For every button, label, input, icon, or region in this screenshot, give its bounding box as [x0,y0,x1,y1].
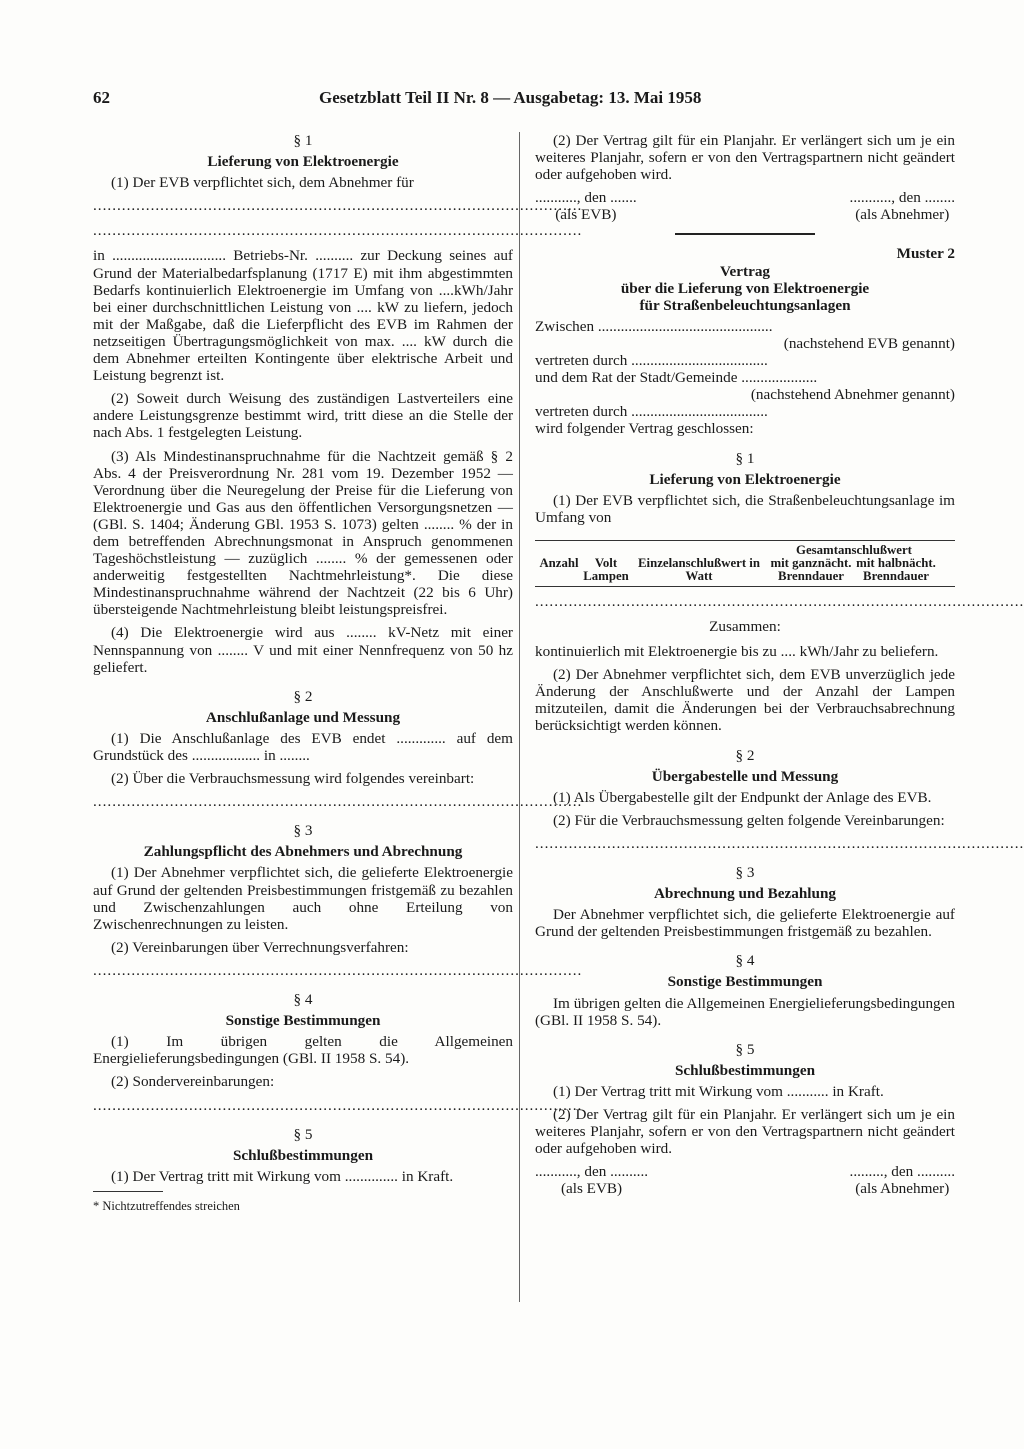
signature-evb [535,1163,648,1197]
paragraph: (1) Der Vertrag tritt mit Wirkung vom .............. in Kraft. [111,1167,454,1185]
section-title: Schlußbestimmungen [674,1061,816,1079]
table-group-header: Gesamtanschlußwert [796,542,912,557]
column-divider [519,132,520,1302]
signature-abnehmer [850,189,955,223]
section-number: § 1 [735,449,755,467]
page-number: 62 [93,88,110,107]
section-number: § 4 [735,952,755,970]
section-title: Sonstige Bestimmungen [225,1012,381,1030]
fill-in-line: ...................................................................................................... [93,222,583,240]
signature-abnehmer [850,1163,955,1197]
paragraph: (1) Im übrigen gelten die Allgemeinen Energielieferungsbedingungen (GBl. II 1958 S. 54). [93,1033,513,1068]
fill-in-line: ...................................................................................................... [535,834,1024,852]
contract-title: Vertrag [719,262,771,280]
signature-label: (als EVB) [555,206,617,224]
party-line: Zwischen .............................................. [535,317,773,335]
paragraph: (2) Soweit durch Weisung des zuständigen Lastverteilers eine andere Leistungsgrenze bestimmt wird, tritt diese an die Stelle der nach Abs. 1 festgelegten Leistung. [93,390,513,442]
party-note: (nachstehend EVB genannt) [783,334,955,352]
table-header-cell: Anzahl [539,555,579,570]
paragraph: kontinuierlich mit Elektroenergie bis zu .... kWh/Jahr zu beliefern. [535,643,939,661]
lamp-table-header [535,540,955,587]
party-line: vertreten durch .................................... [535,403,768,421]
section-title: Schlußbestimmungen [232,1146,374,1164]
separator-rule [675,233,815,235]
paragraph: Der Abnehmer verpflichtet sich, die gelieferte Elektroenergie auf Grund der geltenden Preisbestimmungen fristgemäß zu bezahlen. [535,906,955,941]
section-number: § 4 [293,991,313,1009]
paragraph: (2) Der Vertrag gilt für ein Planjahr. Er verlängert sich um je ein weiteres Planjahr, sofern er von den Vertragspartnern nicht geändert oder aufgehoben wird. [535,1106,955,1158]
section-title: Sonstige Bestimmungen [667,973,823,991]
party-line: und dem Rat der Stadt/Gemeinde .................... [535,369,818,387]
table-header-cell: Einzelanschlußwert in Watt [638,555,760,583]
signature-line: ........., den .......... [849,1163,955,1181]
paragraph: (1) Der Abnehmer verpflichtet sich, die gelieferte Elektroenergie auf Grund der geltenden Preisbestimmungen fristgemäß zu bezahlen und Zwischenzahlungen auch ohne Erteilung von Zwischenrechnungen zu leisten. [93,864,513,933]
section-number: § 5 [293,1125,313,1143]
section-number: § 3 [735,864,755,881]
section-number: § 2 [293,687,313,705]
fill-in-line: ...................................................................................................... [93,961,583,979]
paragraph: (2) Vereinbarungen über Verrechnungsverfahren: [111,938,409,956]
section-title: Zahlungspflicht des Abnehmers und Abrechnung [143,843,463,861]
page-header-title: Gesetzblatt Teil II Nr. 8 — Ausgabetag: 13. Mai 1958 [319,88,702,107]
section-title: Lieferung von Elektroenergie [649,470,841,488]
paragraph: (2) Der Abnehmer verpflichtet sich, dem EVB unverzüglich jede Änderung der Anschlußwerte und der Anzahl der Lampen mitzuteilen, damit die Änderungen bei der Verbrauchsabrechnung berücksichtigt werden können. [535,666,955,735]
paragraph: (1) Der EVB verpflichtet sich, die Straßenbeleuchtungsanlage im Umfang von [535,491,955,526]
section-title: Lieferung von Elektroenergie [207,153,399,171]
paragraph: (2) Der Vertrag gilt für ein Planjahr. Er verlängert sich um je ein weiteres Planjahr, sofern er von den Vertragspartnern nicht geändert oder aufgehoben wird. [535,132,955,184]
signature-line: ..........., den .......... [535,1163,649,1181]
paragraph: (2) Für die Verbrauchsmessung gelten folgende Vereinbarungen: [553,811,945,829]
table-header-cell: mit halbnächt. Brenndauer [856,555,936,583]
signature-label: (als Abnehmer) [855,1180,950,1198]
paragraph: (2) Sondervereinbarungen: [111,1073,275,1091]
paragraph: (1) Der EVB verpflichtet sich, dem Abnehmer für [111,174,414,192]
fill-in-line: ...................................................................................................... [93,1096,583,1114]
signature-label: (als Abnehmer) [855,206,950,224]
party-line: vertreten durch .................................... [535,352,768,370]
section-title: Übergabestelle und Messung [651,767,839,785]
paragraph: Im übrigen gelten die Allgemeinen Energielieferungsbedingungen (GBl. II 1958 S. 54). [535,994,955,1029]
paragraph: (1) Als Übergabestelle gilt der Endpunkt der Anlage des EVB. [553,788,932,806]
signature-label: (als EVB) [560,1180,623,1198]
section-number: § 3 [293,822,313,840]
signature-evb [535,189,637,223]
muster-label: Muster 2 [896,245,955,263]
contract-subtitle: für Straßenbeleuchtungsanlagen [639,296,851,314]
paragraph: (1) Der Vertrag tritt mit Wirkung vom ........... in Kraft. [553,1082,884,1100]
table-total-label: Zusammen: [709,617,781,635]
signature-line: ..........., den ....... [535,189,637,207]
fill-in-line: ...................................................................................................... [93,197,583,215]
paragraph: (1) Die Anschlußanlage des EVB endet ............. auf dem Grundstück des .................. in ........ [93,729,513,764]
section-title: Abrechnung und Bezahlung [653,885,837,903]
section-number: § 5 [735,1040,755,1058]
footnote: * Nichtzutreffendes streichen [93,1198,240,1213]
fill-in-line: ...................................................................................................... [535,592,1024,610]
footnote-rule [93,1191,163,1192]
signature-line: ..........., den ........ [849,189,955,207]
paragraph: (3) Als Mindestinanspruchnahme für die Nachtzeit gemäß § 2 Abs. 4 der Preisverordnung Nr. 281 vom 19. Dezember 1952 — Verordnung über die Neuregelung der Preise für die Lieferung von Elektroenergie und Gas aus den öffentlichen Versorgungsnetzen — (GBl. S. 1404; Änderung GBl. 1953 S. 1073) gelten ........ % der in dem betreffenden Abrechnungsmonat in Anspruch genommenen Tageshöchstleistung — zuzüglich ........ % der gemessenen oder anderweitig festgestellten Nachtmehrleistung*. Die diese Mindestinanspruchnahme während der Nachtzeit (22 bis 6 Uhr) übersteigende Nachtmehrleistung bleibt leistungspreisfrei. [93,447,513,619]
section-number: § 1 [293,132,313,149]
paragraph: in .............................. Betriebs-Nr. .......... zur Deckung seines auf Grund der Materialbedarfsplanung (1717 E) mit ihm abgestimmten Bedarfs kontinuierlich Elektroenergie im Umfang von ....kWh/Jahr bei einer durchschnittlichen Leistung von .... kW zu liefern, jedoch mit der Maßgabe, daß die Lieferpflicht des EVB im Rahmen der netzseitigen Übertragungsmöglichkeit von max. .... kW durch die dem Abnehmer erteilten Kontingente über elektrische Arbeit und Leistung begrenzt ist. [93,247,513,385]
paragraph: (4) Die Elektroenergie wird aus ........ kV-Netz mit einer Nennspannung von ........ V und mit einer Nennfrequenz von 50 hz geliefert. [93,624,513,676]
signature-lines [535,1163,955,1197]
signature-lines [535,189,955,223]
table-header-cell: mit ganznächt. Brenndauer [770,555,852,583]
section-title: Anschlußanlage und Messung [205,708,401,726]
paragraph: (2) Über die Verbrauchsmessung wird folgendes vereinbart: [111,770,475,788]
page-header [93,88,953,114]
table-header-cell: Volt Lampen [583,555,629,583]
party-line: wird folgender Vertrag geschlossen: [535,420,754,438]
fill-in-line: ...................................................................................................... [93,793,583,811]
party-note: (nachstehend Abnehmer genannt) [750,386,955,404]
section-number: § 2 [735,746,755,764]
contract-subtitle: über die Lieferung von Elektroenergie [620,279,870,297]
right-column [535,132,1024,1198]
